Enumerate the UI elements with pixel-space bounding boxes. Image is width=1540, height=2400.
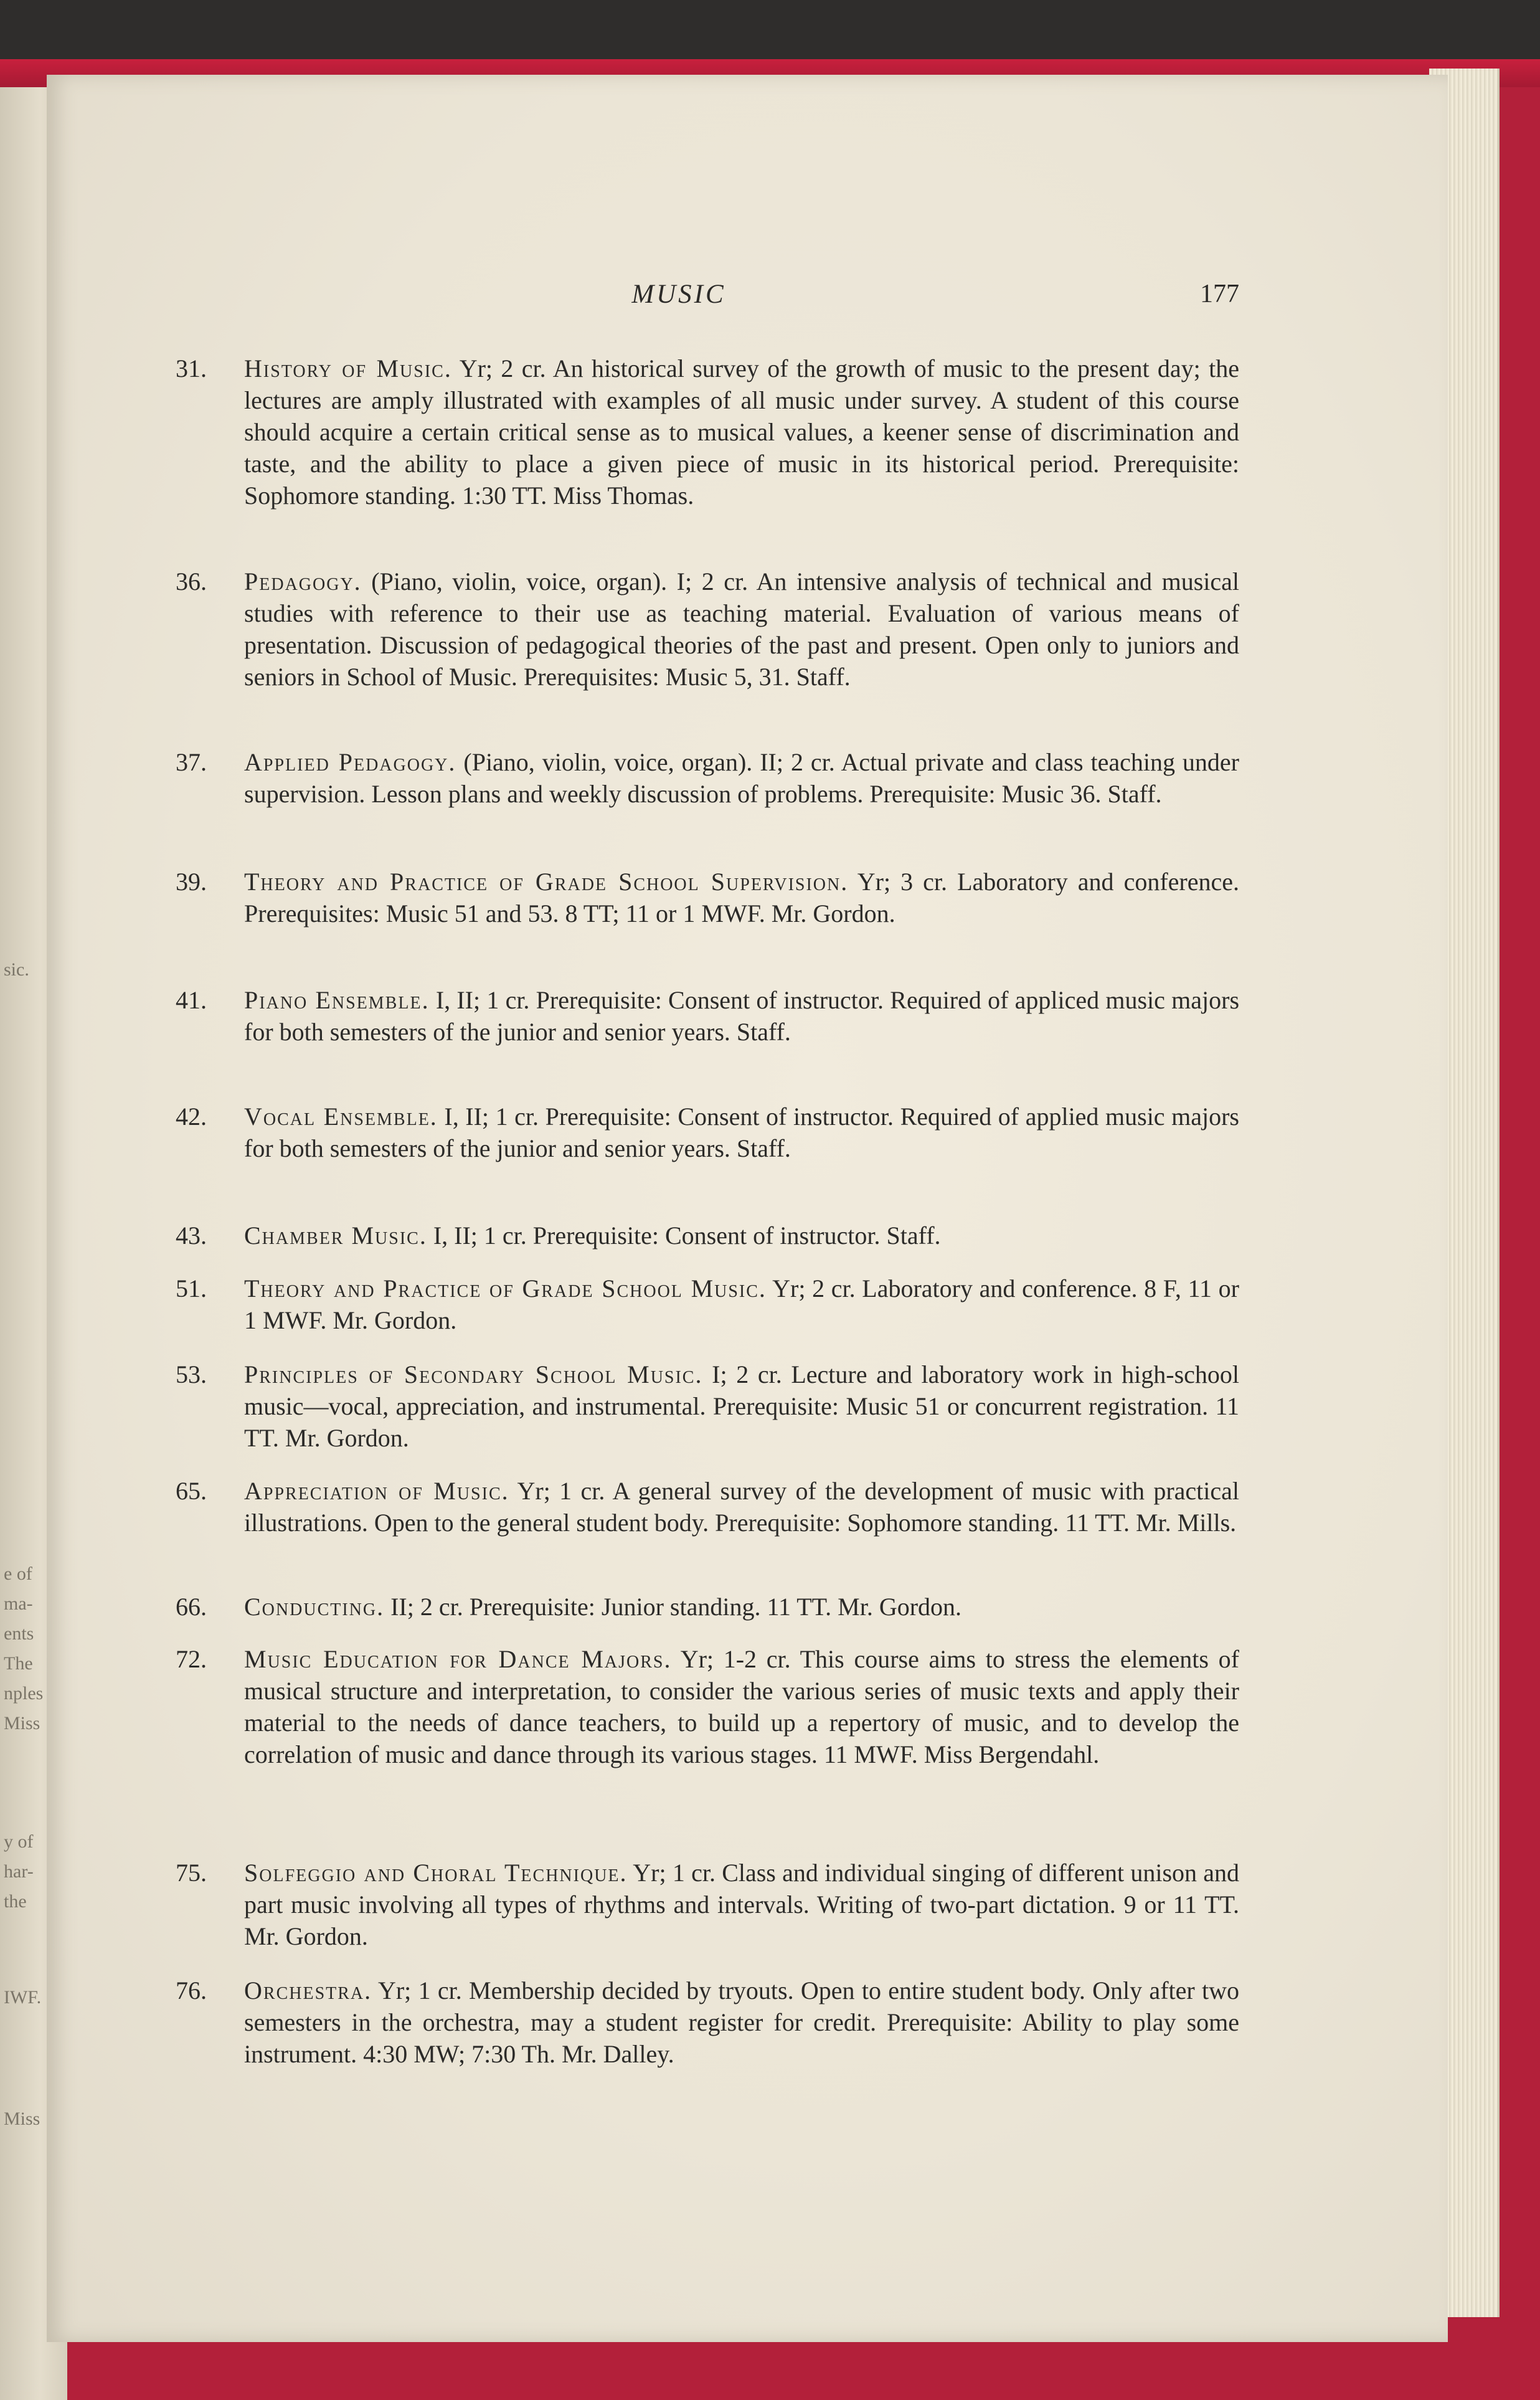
course-title: Pedagogy.	[244, 567, 362, 595]
running-head	[0, 279, 1540, 316]
facing-page-fragment: har-	[4, 1861, 34, 1882]
course-body: (Piano, violin, voice, organ). I; 2 cr. An intensive analysis of technical and musical studies with reference to their use as teaching material. Evaluation of various means of presentation. Discussion of pedagogical theories of the past and present. Open only to juniors and seniors in School of Music. Prerequisites: Music 5, 31. Staff.	[244, 567, 1240, 691]
course-number: 65.	[176, 1477, 207, 1505]
course-body: Yr; 1 cr. Class and individual singing of different unison and part music involving all types of rhythms and intervals. Writing of two-part dictation. 9 or 11 TT. Mr. Gordon.	[244, 1859, 1239, 1950]
course-body: I; 2 cr. Lecture and laboratory work in high-school music—vocal, appreciation, and instrumental. Prerequisite: Music 51 or concurrent registration. 11 TT. Mr. Gordon.	[244, 1360, 1239, 1452]
facing-page-fragment: sic.	[4, 959, 29, 980]
facing-page-fragment: the	[4, 1891, 27, 1912]
course-description	[244, 1591, 1239, 1623]
course-body: Yr; 3 cr. Laboratory and conference. Prerequisites: Music 51 and 53. 8 TT; 11 or 1 MWF. Mr. Gordon.	[244, 868, 1239, 927]
course-number: 39.	[176, 868, 207, 896]
course-body: Yr; 1 cr. A general survey of the development of music with practical illustrations. Open to the general student body. Prerequisite: Sophomore standing. 11 TT. Mr. Mills.	[244, 1477, 1240, 1537]
course-description	[244, 1475, 1239, 1539]
course-body: (Piano, violin, voice, organ). II; 2 cr. Actual private and class teaching under supervision. Lesson plans and weekly discussion of problems. Prerequisite: Music 36. Staff.	[244, 748, 1239, 808]
course-number: 76.	[176, 1976, 207, 2004]
course-title: Theory and Practice of Grade School Supervision.	[244, 868, 849, 896]
course-description	[244, 1359, 1239, 1454]
course-number: 51.	[176, 1274, 207, 1302]
page-number: 177	[1200, 280, 1239, 308]
course-body: I, II; 1 cr. Prerequisite: Consent of instructor. Required of applied music majors for both semesters of the junior and senior years. Staff.	[244, 1103, 1239, 1162]
course-entry	[168, 1591, 1239, 1623]
facing-page-fragment: e of	[4, 1563, 32, 1584]
course-title: Applied Pedagogy.	[244, 748, 456, 776]
course-description	[244, 353, 1239, 511]
course-title: History of Music.	[244, 354, 452, 382]
course-number: 53.	[176, 1360, 207, 1388]
course-body: I, II; 1 cr. Prerequisite: Consent of instructor. Required of appliced music majors for both semesters of the junior and senior years. Staff.	[244, 986, 1240, 1046]
facing-page-fragment: Miss	[4, 1713, 40, 1734]
course-title: Appreciation of Music.	[244, 1477, 509, 1505]
course-entry	[168, 866, 1239, 929]
course-entry	[168, 1475, 1239, 1539]
course-body: Yr; 2 cr. Laboratory and conference. 8 F, 11 or 1 MWF. Mr. Gordon.	[244, 1274, 1240, 1334]
course-title: Vocal Ensemble.	[244, 1103, 438, 1131]
course-entry	[168, 1101, 1239, 1164]
course-number: 31.	[176, 354, 207, 382]
course-title: Solfeggio and Choral Technique.	[244, 1859, 628, 1887]
running-head-title: MUSIC	[631, 280, 726, 309]
course-body: Yr; 1-2 cr. This course aims to stress the elements of musical structure and interpretation, to consider the various series of music texts and apply their material to the needs of dance teachers, to build up a repertory of music, and to develop the correlation of music and dance through its various stages. 11 MWF. Miss Bergendahl.	[244, 1645, 1240, 1768]
course-title: Theory and Practice of Grade School Music.	[244, 1274, 767, 1302]
facing-page-fragment: ma-	[4, 1593, 33, 1614]
course-number: 66.	[176, 1593, 207, 1621]
course-number: 75.	[176, 1859, 207, 1887]
facing-page-fragment: Miss	[4, 2108, 40, 2129]
course-entry	[168, 746, 1239, 810]
course-description	[244, 1220, 1239, 1251]
course-entry	[168, 1273, 1239, 1336]
course-number: 41.	[176, 986, 207, 1014]
course-title: Principles of Secondary School Music.	[244, 1360, 703, 1388]
course-title: Orchestra.	[244, 1976, 372, 2004]
course-body: Yr; 2 cr. An historical survey of the growth of music to the present day; the lectures are amply illustrated with examples of all music under survey. A student of this course should acquire a certain critical sense as to musical values, a keener sense of discrimination and taste, and the ability to place a given piece of music in its historical period. Prerequisite: Sophomore standing. 1:30 TT. Miss Thomas.	[244, 354, 1240, 510]
course-description	[244, 746, 1239, 810]
course-description	[244, 1101, 1239, 1164]
course-description	[244, 984, 1239, 1048]
course-entry	[168, 1975, 1239, 2070]
course-body: II; 2 cr. Prerequisite: Junior standing. 11 TT. Mr. Gordon.	[390, 1593, 962, 1621]
course-title: Piano Ensemble.	[244, 986, 430, 1014]
course-description	[244, 1857, 1239, 1952]
course-number: 42.	[176, 1103, 207, 1131]
course-entry	[168, 984, 1239, 1048]
facing-page-fragment: The	[4, 1653, 33, 1674]
course-number: 72.	[176, 1645, 207, 1673]
course-body: Yr; 1 cr. Membership decided by tryouts. Open to entire student body. Only after two semesters in the orchestra, may a student register for credit. Prerequisite: Ability to play some instrument. 4:30 MW; 7:30 Th. Mr. Dalley.	[244, 1976, 1239, 2068]
course-body: I, II; 1 cr. Prerequisite: Consent of instructor. Staff.	[433, 1221, 941, 1250]
course-description	[244, 566, 1239, 693]
course-entry	[168, 1643, 1239, 1770]
course-number: 37.	[176, 748, 207, 776]
course-description	[244, 866, 1239, 929]
facing-page-fragment: ents	[4, 1623, 34, 1644]
course-description	[244, 1273, 1239, 1336]
course-entry	[168, 1359, 1239, 1454]
course-description	[244, 1643, 1239, 1770]
course-entry	[168, 353, 1239, 511]
course-entry	[168, 566, 1239, 693]
facing-page-fragment: IWF.	[4, 1987, 42, 2008]
course-number: 43.	[176, 1221, 207, 1250]
facing-page-fragment: y of	[4, 1831, 34, 1852]
course-entry	[168, 1220, 1239, 1251]
course-entry	[168, 1857, 1239, 1952]
course-title: Music Education for Dance Majors.	[244, 1645, 672, 1673]
course-description	[244, 1975, 1239, 2070]
course-number: 36.	[176, 567, 207, 595]
course-title: Chamber Music.	[244, 1221, 427, 1250]
course-title: Conducting.	[244, 1593, 385, 1621]
facing-page-fragment: nples	[4, 1683, 44, 1704]
